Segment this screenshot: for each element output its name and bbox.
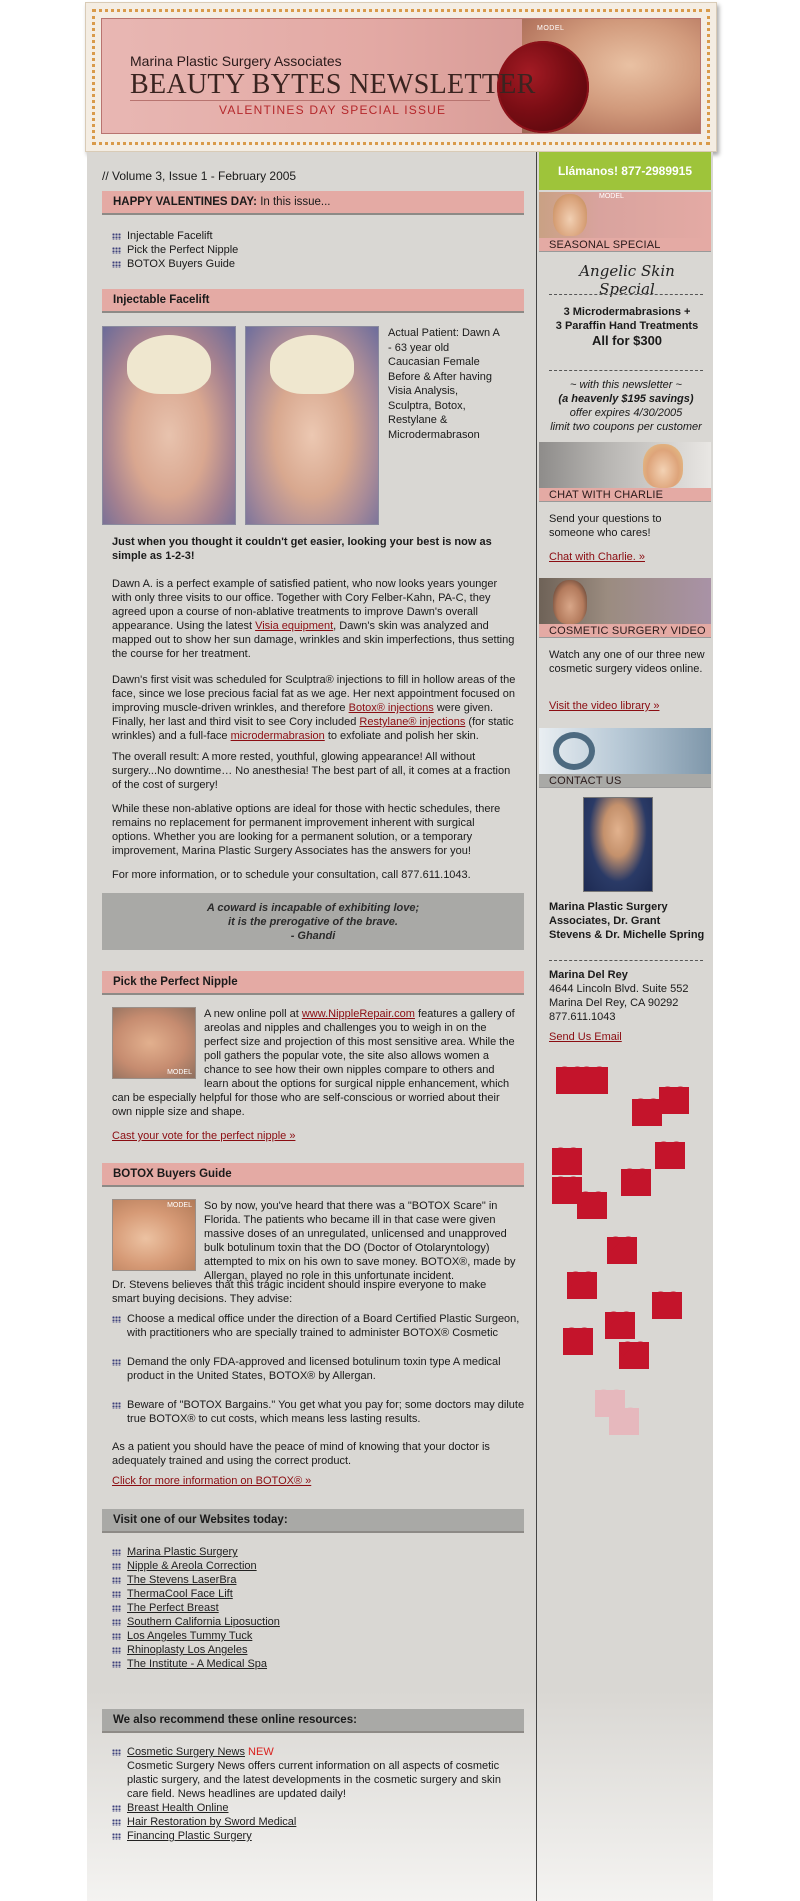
newsletter-title: BEAUTY BYTES NEWSLETTER	[130, 69, 536, 100]
angelic-skin-title: Angelic Skin Special	[579, 262, 675, 298]
resources-heading: We also recommend these online resources:	[102, 1709, 524, 1733]
contact-label: CONTACT US	[539, 774, 711, 788]
heart-icon	[567, 1272, 597, 1299]
text: , Dawn's skin was analyzed and mapped out to show her sun damage, wrinkles and skin imperfections, thus setting the course for her treatment.	[112, 620, 515, 660]
chat-charlie-text: Send your questions to someone who cares!	[549, 513, 662, 539]
heart-icon	[609, 1408, 639, 1435]
offer-price: All for $300	[591, 333, 663, 348]
chat-charlie-label: CHAT WITH CHARLIE	[539, 488, 711, 502]
quote-box	[102, 893, 524, 950]
model-tag: MODEL	[167, 1202, 192, 1209]
visia-link[interactable]: Visia equipment	[255, 620, 334, 632]
toc-list	[112, 229, 238, 271]
botox-heading: BOTOX Buyers Guide	[102, 1163, 524, 1187]
phone-banner[interactable]: Llámanos! 877-2989915	[539, 152, 711, 190]
toc-item[interactable]: Injectable Facelift	[112, 229, 238, 243]
address-line: 4644 Lincoln Blvd. Suite 552	[549, 983, 689, 995]
seasonal-offer	[549, 305, 705, 349]
quote-author: - Ghandi	[290, 930, 336, 942]
note-line: ~ with this newsletter ~	[570, 379, 682, 391]
website-link[interactable]: Los Angeles Tummy Tuck	[112, 1629, 280, 1643]
cosmetic-news-link[interactable]: Cosmetic Surgery News	[127, 1746, 245, 1758]
chat-charlie-link[interactable]: Chat with Charlie. »	[549, 551, 645, 563]
before-photo	[102, 326, 236, 525]
facelift-paragraph-1	[112, 577, 516, 661]
doctor-photo	[583, 797, 653, 892]
text: were given. Finally, her last and third visit to see Cory included	[112, 702, 494, 728]
website-link[interactable]: The Perfect Breast	[112, 1601, 280, 1615]
heart-icon	[632, 1099, 662, 1126]
video-label: COSMETIC SURGERY VIDEO	[539, 624, 711, 638]
website-link[interactable]: Nipple & Areola Correction	[112, 1559, 280, 1573]
intro-heading-light: In this issue...	[257, 196, 331, 208]
banner-image	[101, 18, 701, 134]
botox-tip: Demand the only FDA-approved and licensed botulinum toxin type A medical product in the United States, BOTOX® by Allergan.	[112, 1355, 526, 1383]
address-line: Marina Del Rey, CA 90292	[549, 997, 679, 1009]
heart-icon	[605, 1312, 635, 1339]
resource-item	[112, 1745, 516, 1801]
botox-more-link[interactable]: Click for more information on BOTOX® »	[112, 1475, 312, 1487]
nipplerepair-link[interactable]: www.NippleRepair.com	[301, 1008, 415, 1020]
resource-link[interactable]: Breast Health Online	[112, 1801, 516, 1815]
model-tag: MODEL	[537, 25, 565, 32]
issue-line: // Volume 3, Issue 1 - February 2005	[102, 169, 297, 183]
video-image	[539, 578, 711, 624]
seasonal-notes	[543, 378, 709, 434]
send-email-link[interactable]: Send Us Email	[549, 1031, 622, 1043]
website-link[interactable]: The Institute - A Medical Spa	[112, 1657, 280, 1671]
model-tag: MODEL	[167, 1069, 192, 1076]
nipple-heading: Pick the Perfect Nipple	[102, 971, 524, 995]
contact-names: Marina Plastic Surgery Associates, Dr. Grant Stevens & Dr. Michelle Spring	[549, 901, 705, 941]
heart-icon	[563, 1328, 593, 1355]
heart-icon	[578, 1067, 608, 1094]
intro-heading-bold: HAPPY VALENTINES DAY:	[113, 196, 257, 208]
facelift-paragraph-2	[112, 673, 516, 743]
video-library-link[interactable]: Visit the video library »	[549, 700, 660, 712]
botox-paragraph-2: Dr. Stevens believes that this tragic incident should inspire everyone to make smart buying decisions. They advise:	[112, 1279, 487, 1305]
office-name: Marina Del Rey	[549, 969, 628, 981]
newsletter-subtitle: VALENTINES DAY SPECIAL ISSUE	[219, 103, 447, 117]
facelift-paragraph-5: For more information, or to schedule your consultation, call 877.611.1043.	[112, 869, 471, 881]
facelift-paragraph-4: While these non-ablative options are ideal for those with hectic schedules, there remains no replacement for permanent improvement inherent with surgical options. Whether you are looking for a permanent solution, or a temporary improvement, Marina Plastic Surgery Associates has the answers for you!	[112, 803, 501, 857]
heart-icon	[607, 1237, 637, 1264]
heart-icon	[652, 1292, 682, 1319]
dashed-divider	[549, 370, 703, 371]
contact-image	[539, 728, 711, 774]
cast-vote-link[interactable]: Cast your vote for the perfect nipple »	[112, 1130, 296, 1142]
heart-icon	[655, 1142, 685, 1169]
text: Dawn's first visit was scheduled for Sculptra® injections to fill in hollow areas of the face, since we lose precious facial fat as we age. Her next appointment focused on improving muscle-driven wrinkles, and therefore	[112, 674, 516, 714]
facelift-paragraph-3: The overall result: A more rested, youthful, glowing appearance! All without surgery...No downtime… No anesthesia! The best part of all, it comes at a fraction of the cost of surgery!	[112, 751, 511, 791]
text: Dawn A. is a perfect example of satisfied patient, who now looks years younger with only three visits to our office. Together with Cory Felber-Kahn, PA-C, they agreed upon a course of non-ablative treatments to improve Dawn's overall appearance. Using the latest	[112, 578, 498, 632]
heart-icon	[552, 1148, 582, 1175]
banner-association: Marina Plastic Surgery Associates	[130, 53, 342, 69]
offer-line: 3 Paraffin Hand Treatments	[555, 320, 699, 332]
website-link[interactable]: Southern California Liposuction	[112, 1615, 280, 1629]
botox-tip: Beware of "BOTOX Bargains." You get what you pay for; some doctors may dilute true BOTOX® to cut costs, which means less lasting results.	[112, 1398, 526, 1426]
heart-icon	[621, 1169, 651, 1196]
toc-item[interactable]: BOTOX Buyers Guide	[112, 257, 238, 271]
dashed-divider	[549, 960, 703, 961]
nipple-paragraph	[112, 1007, 516, 1119]
botox-paragraph-3: As a patient you should have the peace of mind of knowing that your doctor is adequately trained and using the correct product.	[112, 1441, 490, 1467]
contact-address	[549, 968, 705, 1024]
patient-caption: Actual Patient: Dawn A - 63 year old Caucasian Female Before & After having Visia Analysis, Sculptra, Botox, Restylane & Microdermabrason	[388, 327, 500, 441]
website-link[interactable]: The Stevens LaserBra	[112, 1573, 280, 1587]
newsletter-banner	[85, 2, 717, 152]
new-badge: NEW	[248, 1746, 274, 1758]
text: A new online poll at	[204, 1008, 302, 1020]
offer-line: 3 Microdermabrasions +	[563, 306, 691, 318]
note-line: limit two coupons per customer	[550, 421, 702, 433]
resources-list	[112, 1745, 516, 1843]
dashed-divider	[549, 294, 703, 295]
note-line: (a heavenly $195 savings)	[558, 393, 694, 405]
toc-item[interactable]: Pick the Perfect Nipple	[112, 243, 238, 257]
after-photo	[245, 326, 379, 525]
resource-link[interactable]: Financing Plastic Surgery	[112, 1829, 516, 1843]
heart-icon	[577, 1192, 607, 1219]
quote-line-1: A coward is incapable of exhibiting love;	[206, 902, 420, 914]
column-divider	[536, 152, 537, 1901]
botox-tip: Choose a medical office under the direction of a Board Certified Plastic Surgeon, with practitioners who are specially trained to administer BOTOX® Cosmetic	[112, 1312, 526, 1340]
websites-list	[112, 1545, 280, 1671]
model-tag: MODEL	[599, 193, 624, 200]
text: So by now, you've heard that there was a "BOTOX Scare" in Florida. The patients who became ill in that case were given massive doses of an unregulated, unlicensed and unapproved bulk botulinum toxin that the DO (Doctor of Otolaryntology) attempted to mix on his own to save money. BOTOX®, made by Allergan, played no role in this unfortunate incident.	[204, 1200, 516, 1282]
botox-injections-link[interactable]: Botox® injections	[348, 702, 434, 714]
quote-line-2: it is the prerogative of the brave.	[228, 916, 398, 928]
website-link[interactable]: ThermaCool Face Lift	[112, 1587, 280, 1601]
heart-icon	[659, 1087, 689, 1114]
botox-paragraph-1	[112, 1199, 516, 1283]
restylane-link[interactable]: Restylane® injections	[359, 716, 466, 728]
note-line: offer expires 4/30/2005	[569, 407, 683, 419]
websites-heading: Visit one of our Websites today:	[102, 1509, 524, 1533]
intro-heading	[102, 191, 524, 215]
heart-icon	[619, 1342, 649, 1369]
text: (for static wrinkles) and a full-face	[112, 716, 514, 742]
facelift-heading: Injectable Facelift	[102, 289, 524, 313]
text: to exfoliate and polish her skin.	[324, 730, 479, 742]
botox-tips	[112, 1312, 526, 1426]
seasonal-special-image	[539, 192, 711, 238]
seasonal-special-label: SEASONAL SPECIAL	[539, 238, 711, 252]
website-link[interactable]: Marina Plastic Surgery	[112, 1545, 280, 1559]
video-text: Watch any one of our three new cosmetic surgery videos online.	[549, 649, 705, 675]
chat-charlie-image	[539, 442, 711, 488]
text: features a gallery of areolas and nipples and challenges you to weigh in on the perfect size and projection of this most sensitive area. While the poll gathers the popular vote, the site also allows women a chance to see how their own nipples compare to others and learn about the options for surgical nipple enhancement, which can be especially helpful for those who are self-conscious or worried about their own nipple size and shape.	[112, 1008, 515, 1118]
resource-link[interactable]: Hair Restoration by Sword Medical	[112, 1815, 516, 1829]
microdermabrasion-link[interactable]: microdermabrasion	[230, 730, 325, 742]
facelift-lead: Just when you thought it couldn't get easier, looking your best is now as simple as 1-2-3!	[112, 536, 492, 562]
website-link[interactable]: Rhinoplasty Los Angeles	[112, 1643, 280, 1657]
cosmetic-news-description: Cosmetic Surgery News offers current information on all aspects of cosmetic plastic surgery, and the latest developments in the cosmetic surgery and skin care field. News headlines are updated daily!	[127, 1760, 501, 1800]
contact-phone: 877.611.1043	[549, 1011, 616, 1023]
